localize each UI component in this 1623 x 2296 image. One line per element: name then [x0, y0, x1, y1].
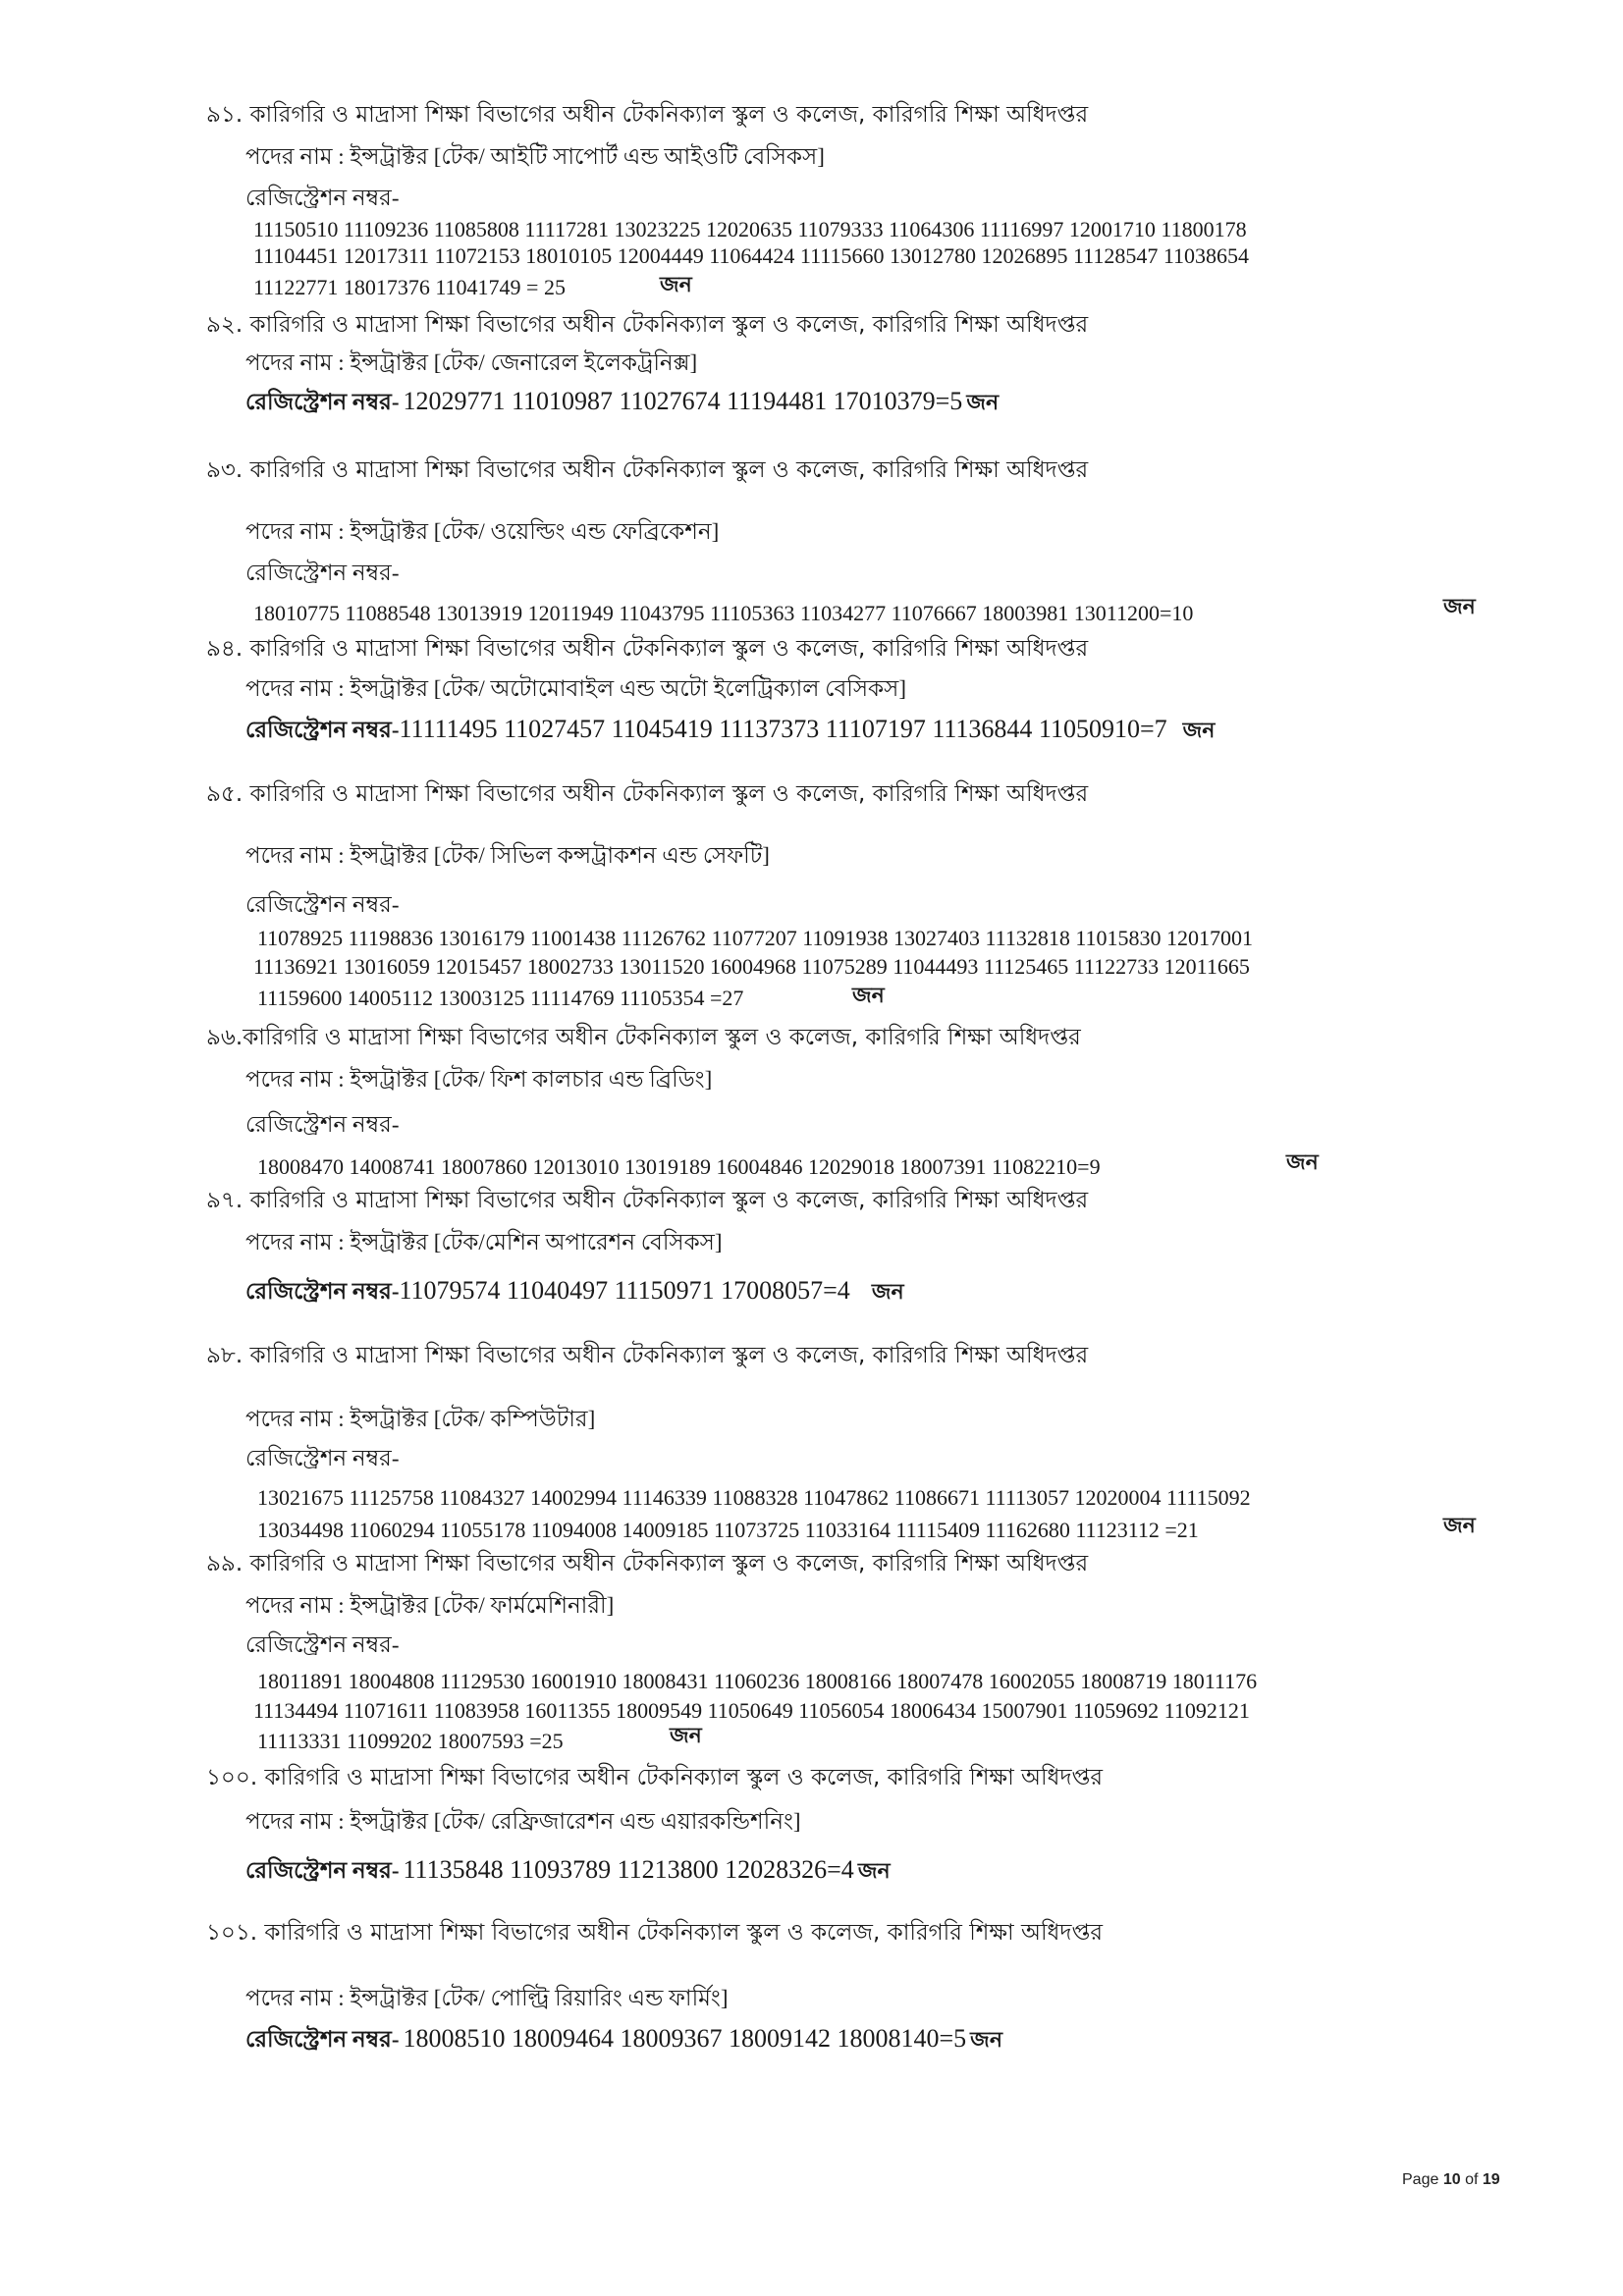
registration-label: রেজিস্ট্রেশন নম্বর- [245, 718, 400, 742]
post-name: পদের নাম : ইন্সট্রাক্টর [টেক/ কম্পিউটার] [245, 1407, 596, 1431]
section-heading: ৯২. কারিগরি ও মাদ্রাসা শিক্ষা বিভাগের অধীন টেকনিক্যাল স্কুল ও কলেজ, কারিগরি শিক্ষা অধিদপ্তর [206, 312, 1089, 338]
registration-numbers-line: 13021675 11125758 11084327 14002994 11146339 11088328 11047862 11086671 11113057 12020004 11115092 [257, 1485, 1251, 1510]
registration-row [245, 2026, 1002, 2052]
registration-numbers-line: 11113331 11099202 18007593 =25 [257, 1729, 564, 1753]
registration-numbers-line: 11078925 11198836 13016179 11001438 11126762 11077207 11091938 13027403 11132818 11015830 12017001 [257, 926, 1254, 950]
section-heading: ৯১. কারিগরি ও মাদ্রাসা শিক্ষা বিভাগের অধীন টেকনিক্যাল স্কুল ও কলেজ, কারিগরি শিক্ষা অধিদপ্তর [206, 102, 1089, 128]
registration-numbers-line: 11122771 18017376 11041749 = 25 [253, 275, 566, 299]
registration-numbers: 11111495 11027457 11045419 11137373 11107197 11136844 11050910=7 [399, 715, 1167, 743]
section-heading: ১০১. কারিগরি ও মাদ্রাসা শিক্ষা বিভাগের অধীন টেকনিক্যাল স্কুল ও কলেজ, কারিগরি শিক্ষা অধিদপ্তর [206, 1920, 1104, 1946]
registration-numbers-line: 11136921 13016059 12015457 18002733 13011520 16004968 11075289 11044493 11125465 11122733 12011665 [253, 954, 1250, 979]
section-heading: ৯৬.কারিগরি ও মাদ্রাসা শিক্ষা বিভাগের অধীন টেকনিক্যাল স্কুল ও কলেজ, কারিগরি শিক্ষা অধিদপ্তর [206, 1025, 1081, 1050]
post-name: পদের নাম : ইন্সট্রাক্টর [টেক/ জেনারেল ইলেকট্রনিক্স] [245, 350, 698, 375]
post-name: পদের নাম : ইন্সট্রাক্টর [টেক/ ফিশ কালচার এন্ড ব্রিডিং] [245, 1067, 713, 1092]
registration-numbers-line: 18008470 14008741 18007860 12013010 13019189 16004846 12029018 18007391 11082210=9 [257, 1154, 1101, 1179]
total-pages-number: 19 [1482, 2171, 1500, 2188]
section-heading: ৯৭. কারিগরি ও মাদ্রাসা শিক্ষা বিভাগের অধীন টেকনিক্যাল স্কুল ও কলেজ, কারিগরি শিক্ষা অধিদপ্তর [206, 1188, 1089, 1213]
current-page-number: 10 [1442, 2171, 1461, 2188]
post-name: পদের নাম : ইন্সট্রাক্টর [টেক/ ফার্মমেশিনারী] [245, 1593, 615, 1618]
count-unit: জন [1443, 595, 1476, 619]
registration-row [245, 717, 1215, 742]
section-heading: ১০০. কারিগরি ও মাদ্রাসা শিক্ষা বিভাগের অধীন টেকনিক্যাল স্কুল ও কলেজ, কারিগরি শিক্ষা অধিদপ্তর [206, 1765, 1104, 1790]
count-unit: জন [1443, 1514, 1476, 1538]
count-unit: জন [670, 1724, 702, 1748]
registration-label: রেজিস্ট্রেশন নম্বর- [245, 1112, 400, 1137]
registration-label: রেজিস্ট্রেশন নম্বর- [245, 186, 400, 210]
post-name: পদের নাম : ইন্সট্রাক্টর [টেক/মেশিন অপারেশন বেসিকস] [245, 1230, 723, 1255]
count-unit: জন [852, 984, 885, 1008]
post-name: পদের নাম : ইন্সট্রাক্টর [টেক/ সিভিল কন্সট্রাকশন এন্ড সেফটি] [245, 843, 770, 868]
registration-row [245, 1857, 891, 1883]
count-unit: জন [871, 1280, 904, 1305]
count-unit: জন [1286, 1150, 1319, 1175]
registration-label: রেজিস্ট্রেশন নম্বর- [245, 1279, 400, 1304]
registration-label: রেজিস্ট্রেশন নম্বর- [245, 2027, 400, 2052]
registration-numbers: 11135848 11093789 11213800 12028326=4 [403, 1855, 854, 1884]
post-name: পদের নাম : ইন্সট্রাক্টর [টেক/ ওয়েল্ডিং এন্ড ফেব্রিকেশন] [245, 519, 720, 544]
count-unit: জন [857, 1859, 891, 1884]
count-unit: জন [660, 273, 692, 297]
section-heading: ৯৯. কারিগরি ও মাদ্রাসা শিক্ষা বিভাগের অধীন টেকনিক্যাল স্কুল ও কলেজ, কারিগরি শিক্ষা অধিদপ্তর [206, 1551, 1089, 1576]
section-heading: ৯৮. কারিগরি ও মাদ্রাসা শিক্ষা বিভাগের অধীন টেকনিক্যাল স্কুল ও কলেজ, কারিগরি শিক্ষা অধিদপ্তর [206, 1343, 1089, 1368]
count-unit: জন [966, 391, 1000, 415]
registration-numbers-line: 18010775 11088548 13013919 12011949 11043795 11105363 11034277 11076667 18003981 13011200=10 [253, 601, 1194, 625]
registration-numbers: 11079574 11040497 11150971 17008057=4 [399, 1276, 850, 1305]
registration-label: রেজিস্ট্রেশন নম্বর- [245, 1446, 400, 1470]
registration-numbers-line: 11159600 14005112 13003125 11114769 11105354 =27 [257, 986, 744, 1010]
section-heading: ৯৪. কারিগরি ও মাদ্রাসা শিক্ষা বিভাগের অধীন টেকনিক্যাল স্কুল ও কলেজ, কারিগরি শিক্ষা অধিদপ্তর [206, 636, 1089, 662]
registration-numbers-line: 11104451 12017311 11072153 18010105 12004449 11064424 11115660 13012780 12026895 11128547 11038654 [253, 243, 1250, 268]
post-name: পদের নাম : ইন্সট্রাক্টর [টেক/ আইটি সাপোর্ট এন্ড আইওটি বেসিকস] [245, 144, 825, 169]
of-word: of [1465, 2171, 1479, 2188]
registration-label: রেজিস্ট্রেশন নম্বর- [245, 561, 400, 585]
post-name: পদের নাম : ইন্সট্রাক্টর [টেক/ অটোমোবাইল এন্ড অটো ইলেট্রিক্যাল বেসিকস] [245, 676, 907, 701]
registration-numbers: 12029771 11010987 11027674 11194481 17010379=5 [403, 387, 963, 415]
section-heading: ৯৫. কারিগরি ও মাদ্রাসা শিক্ষা বিভাগের অধীন টেকনিক্যাল স্কুল ও কলেজ, কারিগরি শিক্ষা অধিদপ্তর [206, 781, 1089, 807]
section-heading: ৯৩. কারিগরি ও মাদ্রাসা শিক্ষা বিভাগের অধীন টেকনিক্যাল স্কুল ও কলেজ, কারিগরি শিক্ষা অধিদপ্তর [206, 457, 1089, 483]
registration-numbers: 18008510 18009464 18009367 18009142 18008140=5 [403, 2024, 967, 2053]
count-unit: জন [970, 2028, 1002, 2053]
page-word: Page [1402, 2171, 1439, 2188]
post-name: পদের নাম : ইন্সট্রাক্টর [টেক/ রেফ্রিজারেশন এন্ড এয়ারকন্ডিশনিং] [245, 1809, 801, 1834]
registration-row [245, 1278, 904, 1304]
registration-label: রেজিস্ট্রেশন নম্বর- [245, 1858, 400, 1883]
page-footer [1402, 2171, 1500, 2189]
registration-row [245, 389, 999, 414]
registration-numbers-line: 11134494 11071611 11083958 16011355 18009549 11050649 11056054 18006434 15007901 11059692 11092121 [253, 1698, 1250, 1723]
registration-numbers-line: 13034498 11060294 11055178 11094008 14009185 11073725 11033164 11115409 11162680 11123112 =21 [257, 1518, 1199, 1542]
registration-label: রেজিস্ট্রেশন নম্বর- [245, 892, 400, 917]
registration-label: রেজিস্ট্রেশন নম্বর- [245, 390, 400, 414]
registration-numbers-line: 18011891 18004808 11129530 16001910 18008431 11060236 18008166 18007478 16002055 18008719 18011176 [257, 1669, 1258, 1693]
registration-label: রেজিস্ট্রেশন নম্বর- [245, 1632, 400, 1657]
post-name: পদের নাম : ইন্সট্রাক্টর [টেক/ পোল্ট্রি রিয়ারিং এন্ড ফার্মিং] [245, 1986, 729, 2010]
registration-numbers-line: 11150510 11109236 11085808 11117281 13023225 12020635 11079333 11064306 11116997 12001710 11800178 [253, 217, 1247, 241]
count-unit: জন [1182, 719, 1216, 743]
